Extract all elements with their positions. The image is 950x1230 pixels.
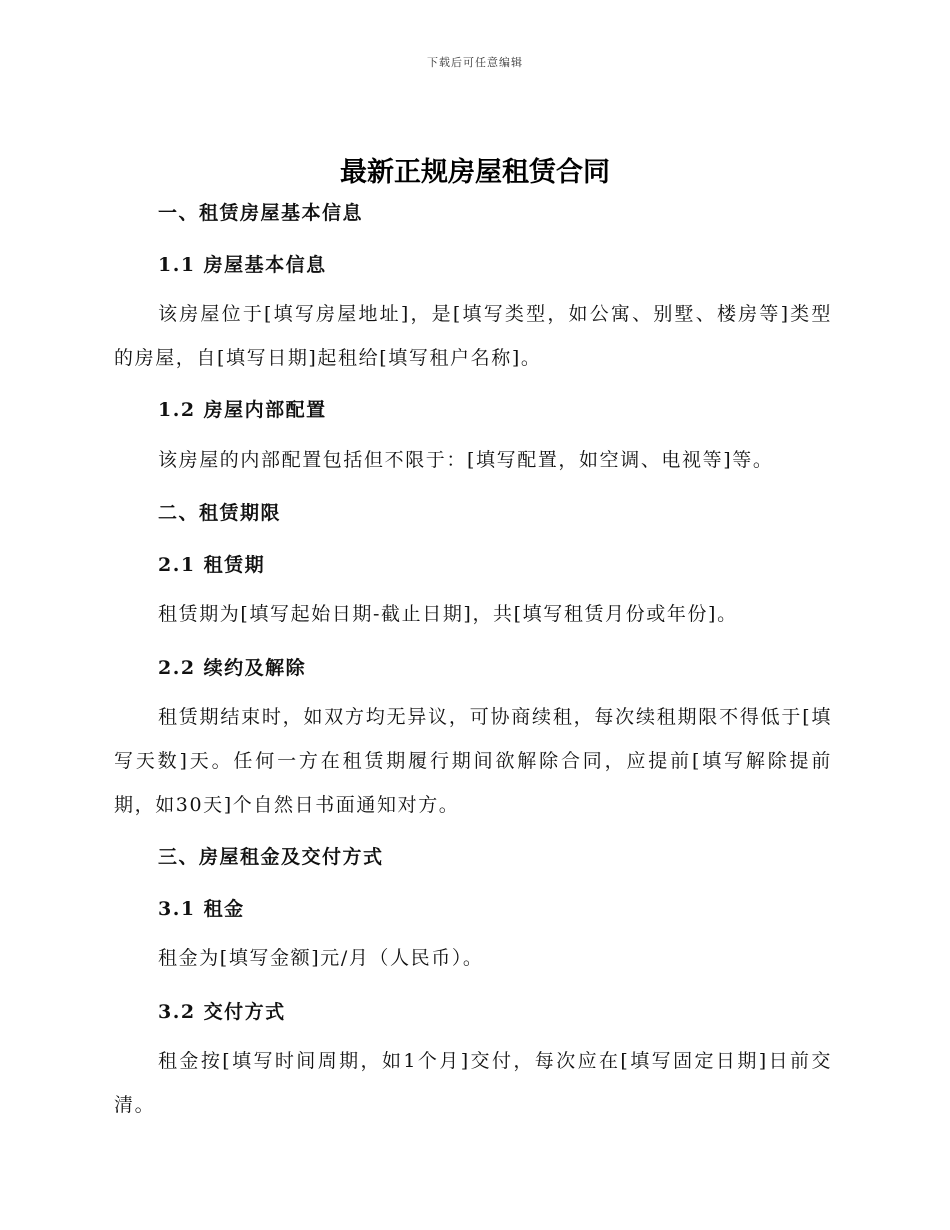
- subsection-heading-2-2: 2.2 续约及解除: [158, 657, 307, 679]
- section-heading-3: 三、房屋租金及交付方式: [158, 846, 384, 868]
- paragraph-1-2: 该房屋的内部配置包括但不限于：[填写配置，如空调、电视等]等。: [158, 449, 774, 471]
- paragraph-2-1: 租赁期为[填写起始日期-截止日期]，共[填写租赁月份或年份]。: [158, 603, 738, 625]
- subsection-heading-1-2: 1.2 房屋内部配置: [158, 399, 327, 421]
- subsection-heading-3-2: 3.2 交付方式: [158, 1001, 286, 1023]
- document-title: 最新正规房屋租赁合同: [340, 157, 610, 188]
- paragraph-3-1: 租金为[填写金额]元/月（人民币）。: [158, 947, 484, 969]
- header-note: 下载后可任意编辑: [427, 56, 523, 69]
- paragraph-3-2: 租金按[填写时间周期，如1个月]交付，每次应在[填写固定日期]日前交清。: [114, 1050, 832, 1116]
- subsection-heading-2-1: 2.1 租赁期: [158, 554, 266, 576]
- subsection-heading-1-1: 1.1 房屋基本信息: [158, 254, 327, 276]
- subsection-heading-3-1: 3.1 租金: [158, 898, 245, 920]
- section-heading-2: 二、租赁期限: [158, 502, 282, 524]
- section-heading-1: 一、租赁房屋基本信息: [158, 202, 364, 224]
- paragraph-1-1: 该房屋位于[填写房屋地址]，是[填写类型，如公寓、别墅、楼房等]类型的房屋，自[填写日期]起租给[填写租户名称]。: [114, 303, 832, 369]
- paragraph-2-2: 租赁期结束时，如双方均无异议，可协商续租，每次续租期限不得低于[填写天数]天。任何一方在租赁期履行期间欲解除合同，应提前[填写解除提前期，如30天]个自然日书面通知对方。: [114, 706, 832, 816]
